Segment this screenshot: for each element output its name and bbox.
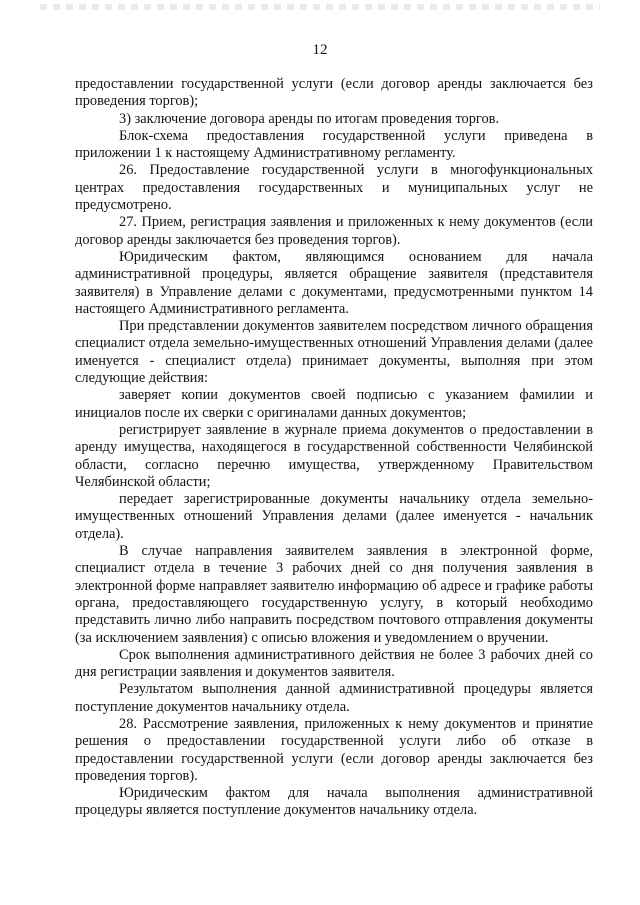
paragraph-personal-submission: При представлении документов заявителем посредством личного обращения специалист отдела земельно-имущественных отношений Управления делами (далее именуется - специалист отдела) принимает документы, выполняя при этом следующие действия: (75, 318, 593, 387)
paragraph-item-28: 28. Рассмотрение заявления, приложенных к нему документов и принятие решения о предоставлении государственной услуги либо об отказе в предоставлении государственной услуги (если договор аренды заключается без проведения торгов). (75, 715, 593, 784)
paragraph-action-transfer: передает зарегистрированные документы начальнику отдела земельно-имущественных отношений Управления делами (далее именуется - начальник отдела). (75, 491, 593, 542)
paragraph-legal-basis-2: Юридическим фактом для начала выполнения административной процедуры является поступление документов начальнику отдела. (75, 785, 593, 819)
paragraph-action-register: регистрирует заявление в журнале приема документов о предоставлении в аренду имущества, находящегося в государственной собственности Челябинской области, согласно перечню имущества, утвержденному Правительством Челябинской области; (75, 421, 593, 490)
paragraph-flowchart-reference: Блок-схема предоставления государственной услуги приведена в приложении 1 к настоящему Административному регламенту. (75, 127, 593, 162)
paragraph-deadline: Срок выполнения административного действия не более 3 рабочих дней со дня регистрации заявления и документов заявителя. (75, 646, 593, 681)
paragraph-result: Результатом выполнения данной административной процедуры является поступление документов начальнику отдела. (75, 681, 593, 715)
paragraph-legal-basis: Юридическим фактом, являющимся основанием для начала административной процедуры, является обращение заявителя (представителя заявителя) в Управление делами с документами, предусмотренными пунктом 14 настоящего Административного регламента. (75, 248, 593, 317)
document-body (75, 76, 593, 820)
page-number: 12 (312, 42, 328, 58)
paragraph-continuation: предоставлении государственной услуги (если договор аренды заключается без проведения торгов); (75, 76, 593, 110)
paragraph-electronic-submission: В случае направления заявителем заявления в электронной форме, специалист отдела в течение 3 рабочих дней со дня получения заявления в электронной форме направляет заявителю информацию об адресе и графике работы органа, предоставляющего государственную услугу, в который необходимо представить лично либо направить посредством почтового отправления документы (за исключением заявления) с описью вложения и уведомлением о вручении. (75, 543, 593, 646)
paragraph-list-item-3: 3) заключение договора аренды по итогам проведения торгов. (119, 110, 500, 127)
scan-artifact (40, 4, 600, 10)
paragraph-action-certify: заверяет копии документов своей подписью с указанием фамилии и инициалов после их сверки с оригиналами данных документов; (75, 387, 593, 421)
paragraph-item-26: 26. Предоставление государственной услуги в многофункциональных центрах предоставления государственных и муниципальных услуг не предусмотрено. (75, 162, 593, 214)
paragraph-item-27: 27. Прием, регистрация заявления и приложенных к нему документов (если договор аренды заключается без проведения торгов). (75, 214, 593, 248)
